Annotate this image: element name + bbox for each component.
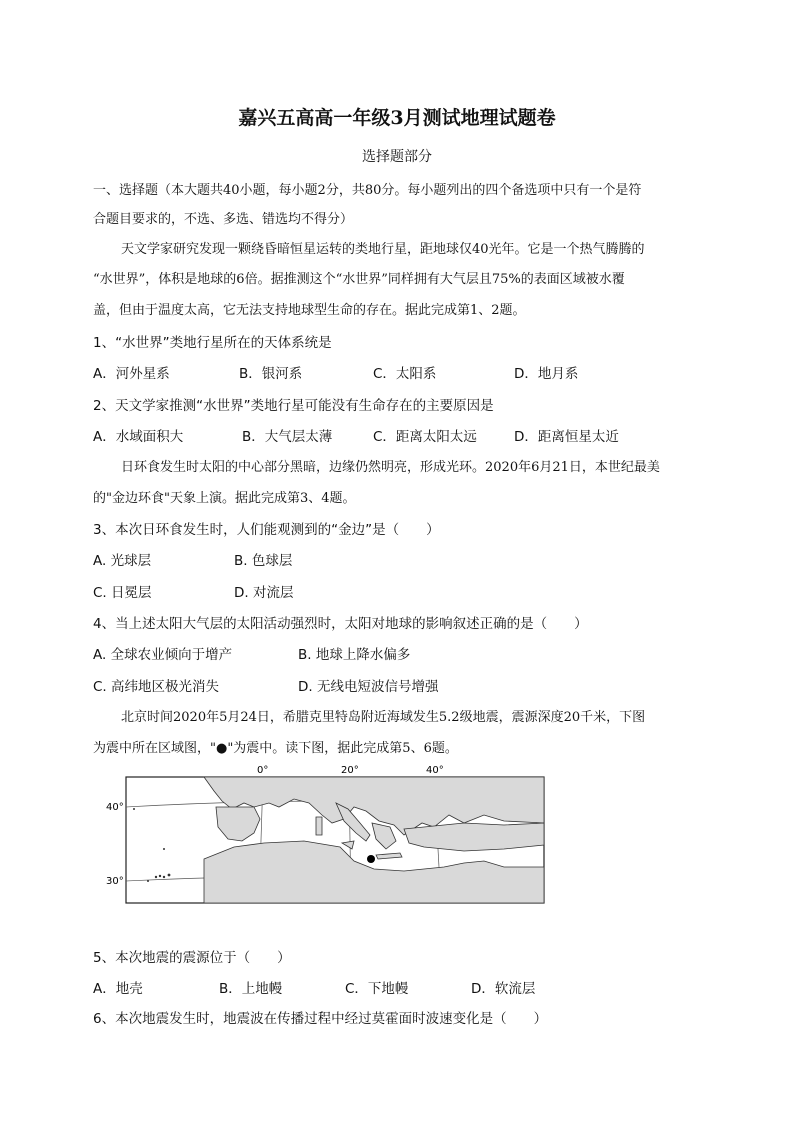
passage-3-line-1: 北京时间2020年5月24日，希腊克里特岛附近海域发生5.2级地震，震源深度20千米，下图 <box>121 710 646 725</box>
question-6-stem: 6、本次地震发生时，地震波在传播过程中经过莫霍面时波速变化是（ ） <box>93 1011 548 1027</box>
passage-1-line-3: 盖，但由于温度太高，它无法支持地球型生命的存在。据此完成第1、2题。 <box>93 303 526 318</box>
question-1-option-c: C．太阳系 <box>373 366 437 382</box>
lat-label-30: 30° <box>106 876 124 887</box>
question-4-option-b: B. 地球上降水偏多 <box>298 647 411 663</box>
section-subtitle: 选择题部分 <box>362 149 432 165</box>
lat-label-40: 40° <box>106 802 124 813</box>
question-4-option-a: A. 全球农业倾向于增产 <box>93 647 233 663</box>
question-2-stem: 2、天文学家推测“水世界”类地行星可能没有生命存在的主要原因是 <box>93 398 494 414</box>
passage-1-line-2: “水世界”，体积是地球的6倍。据推测这个“水世界”同样拥有大气层且75%的表面区域被水覆 <box>93 272 625 287</box>
question-3-option-b: B. 色球层 <box>234 553 293 569</box>
lon-label-40: 40° <box>426 765 444 776</box>
question-2-option-c: C．距离太阳太远 <box>373 429 477 445</box>
passage-3-line-2: 为震中所在区域图，"●"为震中。读下图，据此完成第5、6题。 <box>93 741 458 756</box>
question-1-stem: 1、“水世界”类地行星所在的天体系统是 <box>93 335 332 351</box>
question-2-option-a: A．水域面积大 <box>93 429 184 445</box>
passage-1-line-1: 天文学家研究发现一颗绕昏暗恒星运转的类地行星，距地球仅40光年。它是一个热气腾腾的 <box>121 242 645 257</box>
question-3-option-a: A. 光球层 <box>93 553 152 569</box>
lon-label-0: 0° <box>257 765 269 776</box>
section-header-line-1: 一、选择题（本大题共40小题，每小题2分，共80分。每小题列出的四个备选项中只有一个是符 <box>93 183 642 198</box>
question-4-option-d: D. 无线电短波信号增强 <box>298 679 439 695</box>
question-4-stem: 4、当上述太阳大气层的太阳活动强烈时，太阳对地球的影响叙述正确的是（ ） <box>93 616 588 632</box>
lon-label-20: 20° <box>341 765 359 776</box>
question-2-option-d: D．距离恒星太近 <box>514 429 619 445</box>
mediterranean-region-map <box>104 763 548 907</box>
question-1-option-a: A．河外星系 <box>93 366 170 382</box>
question-4-option-c: C. 高纬地区极光消失 <box>93 679 220 695</box>
passage-2-line-2: 的"金边环食"天象上演。据此完成第3、4题。 <box>93 491 356 506</box>
question-5-option-b: B．上地幔 <box>219 981 283 997</box>
section-header-line-2: 合题目要求的，不选、多选、错选均不得分） <box>93 212 354 227</box>
question-5-option-c: C．下地幔 <box>345 981 409 997</box>
question-3-option-c: C. 日冕层 <box>93 585 152 601</box>
page-title: 嘉兴五高高一年级3月测试地理试题卷 <box>238 107 556 129</box>
question-1-option-b: B．银河系 <box>239 366 303 382</box>
passage-2-line-1: 日环食发生时太阳的中心部分黑暗，边缘仍然明亮，形成光环。2020年6月21日，本世纪最美 <box>121 460 660 475</box>
epicenter-marker <box>367 855 375 863</box>
question-3-stem: 3、本次日环食发生时，人们能观测到的“金边”是（ ） <box>93 522 440 538</box>
question-3-option-d: D. 对流层 <box>234 585 294 601</box>
question-5-option-d: D．软流层 <box>471 981 536 997</box>
question-2-option-b: B．大气层太薄 <box>242 429 333 445</box>
question-5-stem: 5、本次地震的震源位于（ ） <box>93 950 291 966</box>
question-1-option-d: D．地月系 <box>514 366 579 382</box>
question-5-option-a: A．地壳 <box>93 981 143 997</box>
